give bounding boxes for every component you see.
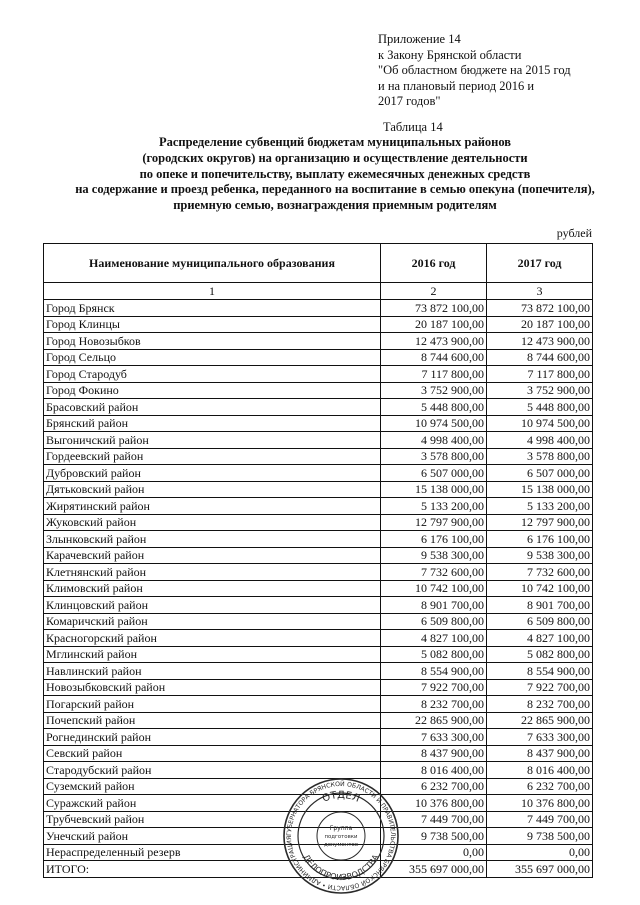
value-2016-cell: 20 187 100,00 bbox=[381, 316, 487, 333]
row-name-cell: Трубчевский район bbox=[44, 811, 381, 828]
value-2017-cell: 73 872 100,00 bbox=[487, 300, 593, 317]
value-2016-cell: 355 697 000,00 bbox=[381, 861, 487, 878]
row-name-cell: Погарский район bbox=[44, 696, 381, 713]
table-row bbox=[44, 399, 593, 416]
value-2017-cell: 9 738 500,00 bbox=[487, 828, 593, 845]
row-name-cell: Гордеевский район bbox=[44, 448, 381, 465]
stamp-top-word: ОТДЕЛ bbox=[320, 789, 362, 805]
row-name-cell: Стародубский район bbox=[44, 762, 381, 779]
value-2016-cell: 10 742 100,00 bbox=[381, 580, 487, 597]
value-2017-cell: 6 176 100,00 bbox=[487, 531, 593, 548]
value-2017-cell: 7 117 800,00 bbox=[487, 366, 593, 383]
value-2016-cell: 22 865 900,00 bbox=[381, 712, 487, 729]
value-2016-cell: 8 744 600,00 bbox=[381, 349, 487, 366]
table-number: Таблица 14 bbox=[383, 120, 443, 134]
value-2017-cell: 4 998 400,00 bbox=[487, 432, 593, 449]
value-2016-cell: 10 376 800,00 bbox=[381, 795, 487, 812]
column-number: 2 bbox=[381, 283, 487, 300]
units-label: рублей bbox=[556, 226, 592, 240]
value-2016-cell: 6 232 700,00 bbox=[381, 778, 487, 795]
value-2016-cell: 3 578 800,00 bbox=[381, 448, 487, 465]
value-2017-cell: 22 865 900,00 bbox=[487, 712, 593, 729]
table-row bbox=[44, 663, 593, 680]
row-name-cell: Карачевский район bbox=[44, 547, 381, 564]
row-name-cell: Почепский район bbox=[44, 712, 381, 729]
value-2017-cell: 8 016 400,00 bbox=[487, 762, 593, 779]
row-name-cell: Дубровский район bbox=[44, 465, 381, 482]
value-2016-cell: 8 016 400,00 bbox=[381, 762, 487, 779]
office-stamp bbox=[281, 776, 401, 896]
value-2016-cell: 5 448 800,00 bbox=[381, 399, 487, 416]
row-name-cell: Жуковский район bbox=[44, 514, 381, 531]
value-2017-cell: 8 901 700,00 bbox=[487, 597, 593, 614]
table-header-row bbox=[44, 244, 593, 283]
table-row bbox=[44, 712, 593, 729]
stamp-ring-text: ГУБЕРНАТОРА БРЯНСКОЙ ОБЛАСТИ И ПРАВИТЕЛЬСТВА БРЯНСКОЙ ОБЛАСТИ • АДМИНИСТРАЦИЯ bbox=[285, 780, 397, 892]
stamp-center-line: подготовки bbox=[324, 834, 358, 840]
value-2017-cell: 5 082 800,00 bbox=[487, 646, 593, 663]
value-2017-cell: 8 437 900,00 bbox=[487, 745, 593, 762]
row-name-cell: Город Стародуб bbox=[44, 366, 381, 383]
value-2017-cell: 9 538 300,00 bbox=[487, 547, 593, 564]
value-2017-cell: 4 827 100,00 bbox=[487, 630, 593, 647]
value-2016-cell: 3 752 900,00 bbox=[381, 382, 487, 399]
value-2017-cell: 8 232 700,00 bbox=[487, 696, 593, 713]
stamp-center-line: Группа bbox=[329, 825, 353, 832]
value-2016-cell: 8 232 700,00 bbox=[381, 696, 487, 713]
appendix-line: "Об областном бюджете на 2015 год bbox=[378, 63, 571, 77]
appendix-line: 2017 годов" bbox=[378, 94, 441, 108]
appendix-block bbox=[378, 32, 618, 110]
row-name-cell: ИТОГО: bbox=[44, 861, 381, 878]
value-2017-cell: 3 752 900,00 bbox=[487, 382, 593, 399]
row-name-cell: Красногорский район bbox=[44, 630, 381, 647]
table-row bbox=[44, 580, 593, 597]
appendix-line: к Закону Брянской области bbox=[378, 47, 522, 62]
appendix-line: и на плановый период 2016 и bbox=[378, 78, 535, 93]
row-name-cell: Жирятинский район bbox=[44, 498, 381, 515]
value-2017-cell: 0,00 bbox=[487, 844, 593, 861]
value-2016-cell: 6 176 100,00 bbox=[381, 531, 487, 548]
row-name-cell: Брасовский район bbox=[44, 399, 381, 416]
table-row bbox=[44, 415, 593, 432]
stamp-center-line: документов bbox=[324, 842, 358, 848]
title-line: по опеке и попечительству, выплату ежемесячных денежных средств bbox=[139, 166, 531, 181]
value-2017-cell: 5 448 800,00 bbox=[487, 399, 593, 416]
table-row bbox=[44, 679, 593, 696]
table-row bbox=[44, 630, 593, 647]
row-name-cell: Мглинский район bbox=[44, 646, 381, 663]
value-2017-cell: 3 578 800,00 bbox=[487, 448, 593, 465]
row-name-cell: Новозыбковский район bbox=[44, 679, 381, 696]
row-name-cell: Унечский район bbox=[44, 828, 381, 845]
table-row bbox=[44, 564, 593, 581]
row-name-cell: Выгоничский район bbox=[44, 432, 381, 449]
value-2016-cell: 0,00 bbox=[381, 844, 487, 861]
value-2017-cell: 15 138 000,00 bbox=[487, 481, 593, 498]
table-row bbox=[44, 547, 593, 564]
value-2016-cell: 12 473 900,00 bbox=[381, 333, 487, 350]
row-name-cell: Город Новозыбков bbox=[44, 333, 381, 350]
row-name-cell: Город Сельцо bbox=[44, 349, 381, 366]
row-name-cell: Клетнянский район bbox=[44, 564, 381, 581]
value-2016-cell: 7 117 800,00 bbox=[381, 366, 487, 383]
table-row bbox=[44, 514, 593, 531]
value-2017-cell: 12 797 900,00 bbox=[487, 514, 593, 531]
table-row bbox=[44, 382, 593, 399]
table-row bbox=[44, 646, 593, 663]
table-row bbox=[44, 498, 593, 515]
row-name-cell: Севский район bbox=[44, 745, 381, 762]
value-2017-cell: 6 232 700,00 bbox=[487, 778, 593, 795]
value-2016-cell: 9 738 500,00 bbox=[381, 828, 487, 845]
table-row bbox=[44, 366, 593, 383]
table-row bbox=[44, 729, 593, 746]
row-name-cell: Брянский район bbox=[44, 415, 381, 432]
appendix-line: Приложение 14 bbox=[378, 32, 461, 46]
table-row bbox=[44, 531, 593, 548]
column-header-name: Наименование муниципального образования bbox=[44, 244, 381, 283]
table-row bbox=[44, 300, 593, 317]
value-2016-cell: 4 998 400,00 bbox=[381, 432, 487, 449]
value-2017-cell: 355 697 000,00 bbox=[487, 861, 593, 878]
column-header-2017: 2017 год bbox=[487, 244, 593, 283]
table-row bbox=[44, 465, 593, 482]
title-line: Распределение субвенций бюджетам муниципальных районов bbox=[158, 135, 512, 149]
value-2016-cell: 6 507 000,00 bbox=[381, 465, 487, 482]
value-2016-cell: 7 449 700,00 bbox=[381, 811, 487, 828]
row-name-cell: Климовский район bbox=[44, 580, 381, 597]
row-name-cell: Дятьковский район bbox=[44, 481, 381, 498]
value-2017-cell: 7 922 700,00 bbox=[487, 679, 593, 696]
row-name-cell: Город Брянск bbox=[44, 300, 381, 317]
value-2017-cell: 7 732 600,00 bbox=[487, 564, 593, 581]
value-2016-cell: 7 732 600,00 bbox=[381, 564, 487, 581]
row-name-cell: Комаричский район bbox=[44, 613, 381, 630]
row-name-cell: Навлинский район bbox=[44, 663, 381, 680]
document-title bbox=[30, 135, 640, 214]
value-2017-cell: 7 449 700,00 bbox=[487, 811, 593, 828]
row-name-cell: Клинцовский район bbox=[44, 597, 381, 614]
value-2016-cell: 12 797 900,00 bbox=[381, 514, 487, 531]
title-line: приемную семью, вознаграждения приемным родителям bbox=[173, 198, 497, 213]
table-row bbox=[44, 481, 593, 498]
value-2017-cell: 10 376 800,00 bbox=[487, 795, 593, 812]
value-2017-cell: 8 554 900,00 bbox=[487, 663, 593, 680]
stamp-bottom-word: ДЕЛОПРОИЗВОДСТВА bbox=[301, 852, 381, 883]
row-name-cell: Город Клинцы bbox=[44, 316, 381, 333]
table-row bbox=[44, 696, 593, 713]
row-name-cell: Суземский район bbox=[44, 778, 381, 795]
value-2016-cell: 7 922 700,00 bbox=[381, 679, 487, 696]
column-number-row bbox=[44, 283, 593, 300]
value-2016-cell: 8 554 900,00 bbox=[381, 663, 487, 680]
value-2017-cell: 10 742 100,00 bbox=[487, 580, 593, 597]
value-2017-cell: 8 744 600,00 bbox=[487, 349, 593, 366]
title-line: на содержание и проезд ребенка, переданного на воспитание в семью опекуна (попечителя), bbox=[75, 182, 595, 197]
value-2016-cell: 73 872 100,00 bbox=[381, 300, 487, 317]
value-2017-cell: 20 187 100,00 bbox=[487, 316, 593, 333]
value-2017-cell: 7 633 300,00 bbox=[487, 729, 593, 746]
value-2017-cell: 6 507 000,00 bbox=[487, 465, 593, 482]
row-name-cell: Нераспределенный резерв bbox=[44, 844, 381, 861]
column-number: 3 bbox=[487, 283, 593, 300]
value-2017-cell: 6 509 800,00 bbox=[487, 613, 593, 630]
table-row bbox=[44, 597, 593, 614]
table-row bbox=[44, 745, 593, 762]
table-row bbox=[44, 448, 593, 465]
table-row bbox=[44, 333, 593, 350]
value-2016-cell: 9 538 300,00 bbox=[381, 547, 487, 564]
value-2016-cell: 4 827 100,00 bbox=[381, 630, 487, 647]
table-row bbox=[44, 432, 593, 449]
row-name-cell: Город Фокино bbox=[44, 382, 381, 399]
row-name-cell: Суражский район bbox=[44, 795, 381, 812]
column-header-2016: 2016 год bbox=[381, 244, 487, 283]
row-name-cell: Рогнединский район bbox=[44, 729, 381, 746]
value-2017-cell: 12 473 900,00 bbox=[487, 333, 593, 350]
row-name-cell: Злынковский район bbox=[44, 531, 381, 548]
table-row bbox=[44, 613, 593, 630]
table-row bbox=[44, 316, 593, 333]
value-2016-cell: 6 509 800,00 bbox=[381, 613, 487, 630]
value-2016-cell: 5 133 200,00 bbox=[381, 498, 487, 515]
table-row bbox=[44, 349, 593, 366]
value-2017-cell: 10 974 500,00 bbox=[487, 415, 593, 432]
value-2016-cell: 10 974 500,00 bbox=[381, 415, 487, 432]
value-2016-cell: 5 082 800,00 bbox=[381, 646, 487, 663]
value-2016-cell: 7 633 300,00 bbox=[381, 729, 487, 746]
value-2017-cell: 5 133 200,00 bbox=[487, 498, 593, 515]
value-2016-cell: 8 901 700,00 bbox=[381, 597, 487, 614]
title-line: (городских округов) на организацию и осуществление деятельности bbox=[142, 150, 528, 165]
value-2016-cell: 8 437 900,00 bbox=[381, 745, 487, 762]
column-number: 1 bbox=[44, 283, 381, 300]
value-2016-cell: 15 138 000,00 bbox=[381, 481, 487, 498]
